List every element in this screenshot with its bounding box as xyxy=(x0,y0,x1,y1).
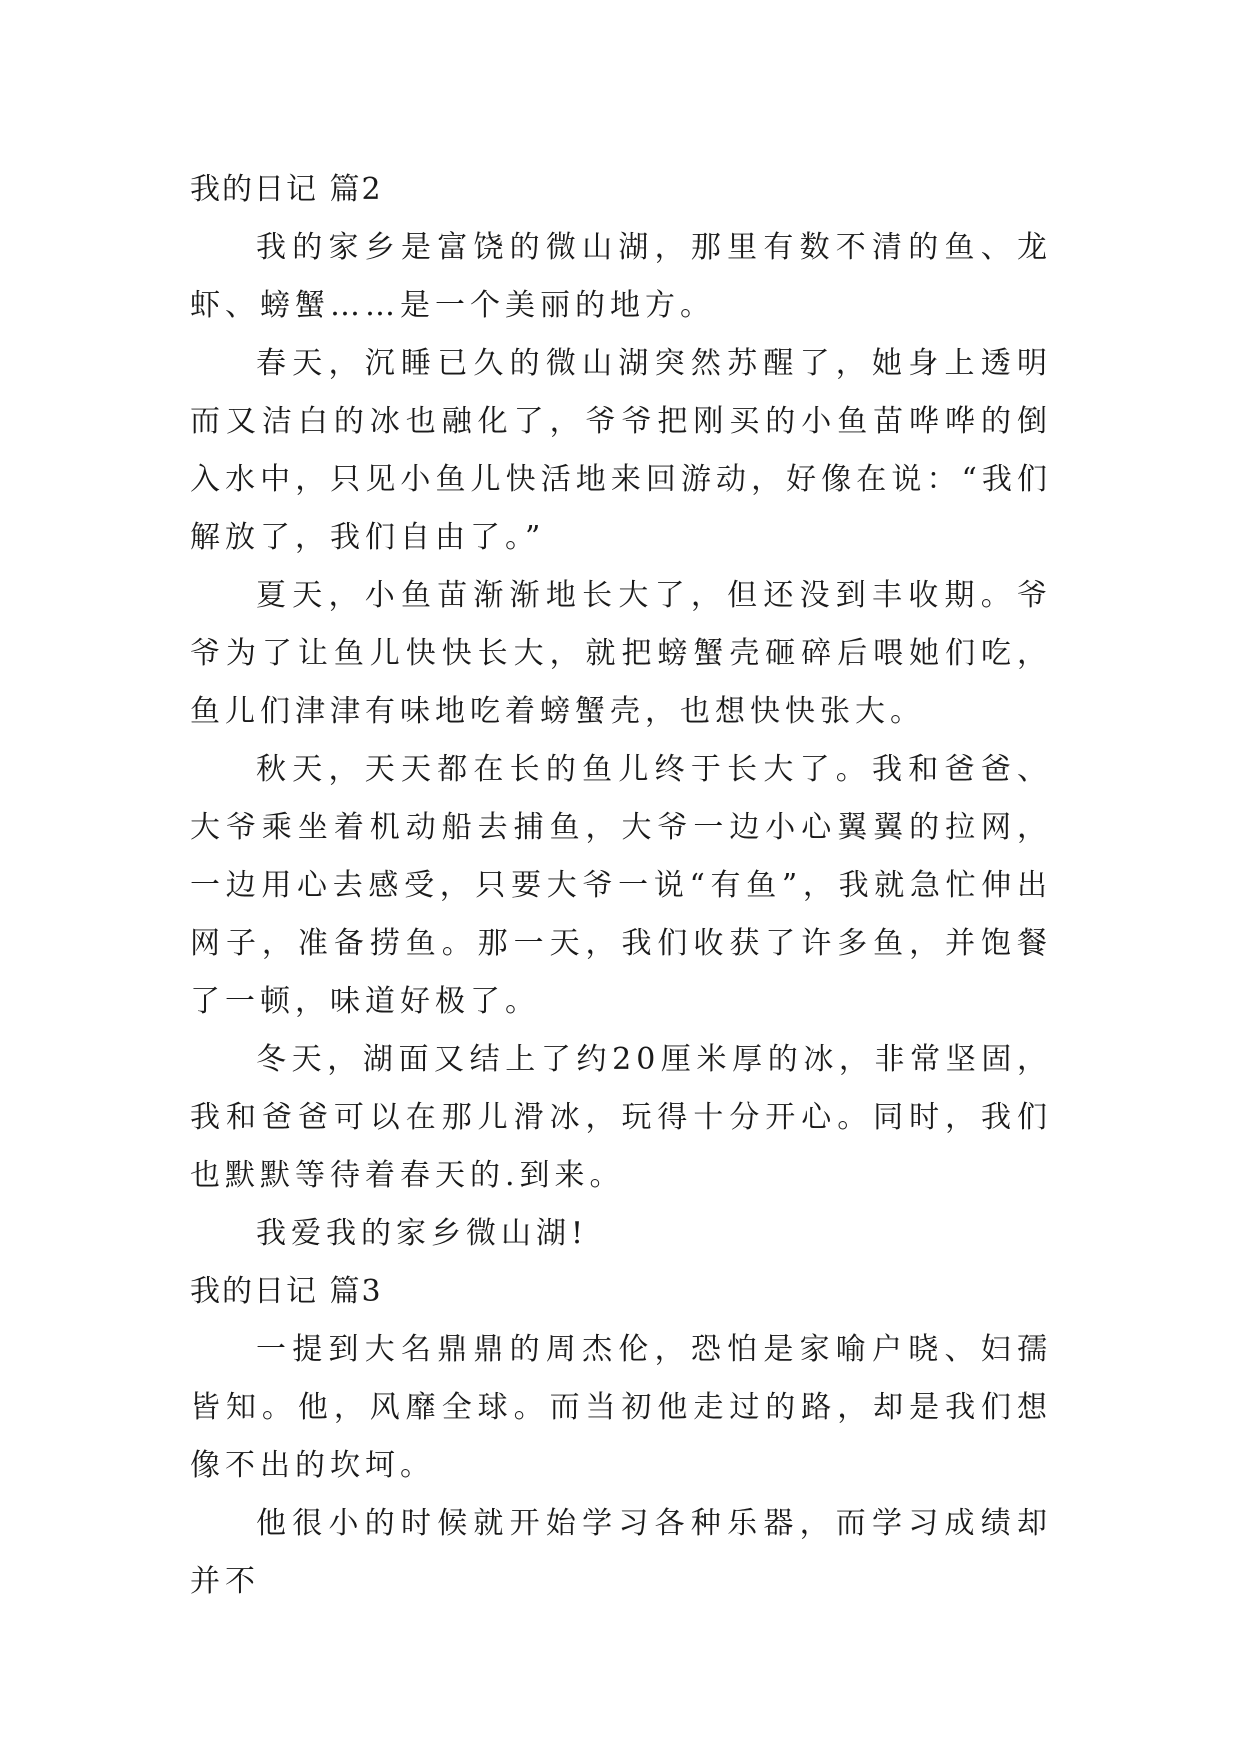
paragraph: 他很小的时候就开始学习各种乐器，而学习成绩却并不 xyxy=(190,1506,1052,1599)
document-body xyxy=(190,161,1052,1611)
paragraph: 春天，沉睡已久的微山湖突然苏醒了，她身上透明而又洁白的冰也融化了，爷爷把刚买的小鱼苗哗哗的倒入水中，只见小鱼儿快活地来回游动，好像在说：“我们解放了，我们自由了。” xyxy=(190,346,1052,555)
section-heading: 我的日记 篇2 xyxy=(190,172,383,207)
paragraph: 我爱我的家乡微山湖! xyxy=(256,1216,589,1251)
paragraph: 一提到大名鼎鼎的周杰伦，恐怕是家喻户晓、妇孺皆知。他，风靡全球。而当初他走过的路，却是我们想像不出的坎坷。 xyxy=(190,1332,1052,1483)
paragraph: 夏天，小鱼苗渐渐地长大了，但还没到丰收期。爷爷为了让鱼儿快快长大，就把螃蟹壳砸碎后喂她们吃，鱼儿们津津有味地吃着螃蟹壳，也想快快张大。 xyxy=(190,578,1052,729)
paragraph: 冬天，湖面又结上了约20厘米厚的冰，非常坚固，我和爸爸可以在那儿滑冰，玩得十分开心。同时，我们也默默等待着春天的.到来。 xyxy=(190,1042,1052,1193)
section-heading: 我的日记 篇3 xyxy=(190,1274,383,1309)
paragraph: 秋天，天天都在长的鱼儿终于长大了。我和爸爸、大爷乘坐着机动船去捕鱼，大爷一边小心翼翼的拉网，一边用心去感受，只要大爷一说“有鱼”，我就急忙伸出网子，准备捞鱼。那一天，我们收获了许多鱼，并饱餐了一顿，味道好极了。 xyxy=(190,752,1052,1019)
paragraph: 我的家乡是富饶的微山湖，那里有数不清的鱼、龙虾、螃蟹……是一个美丽的地方。 xyxy=(190,230,1052,323)
